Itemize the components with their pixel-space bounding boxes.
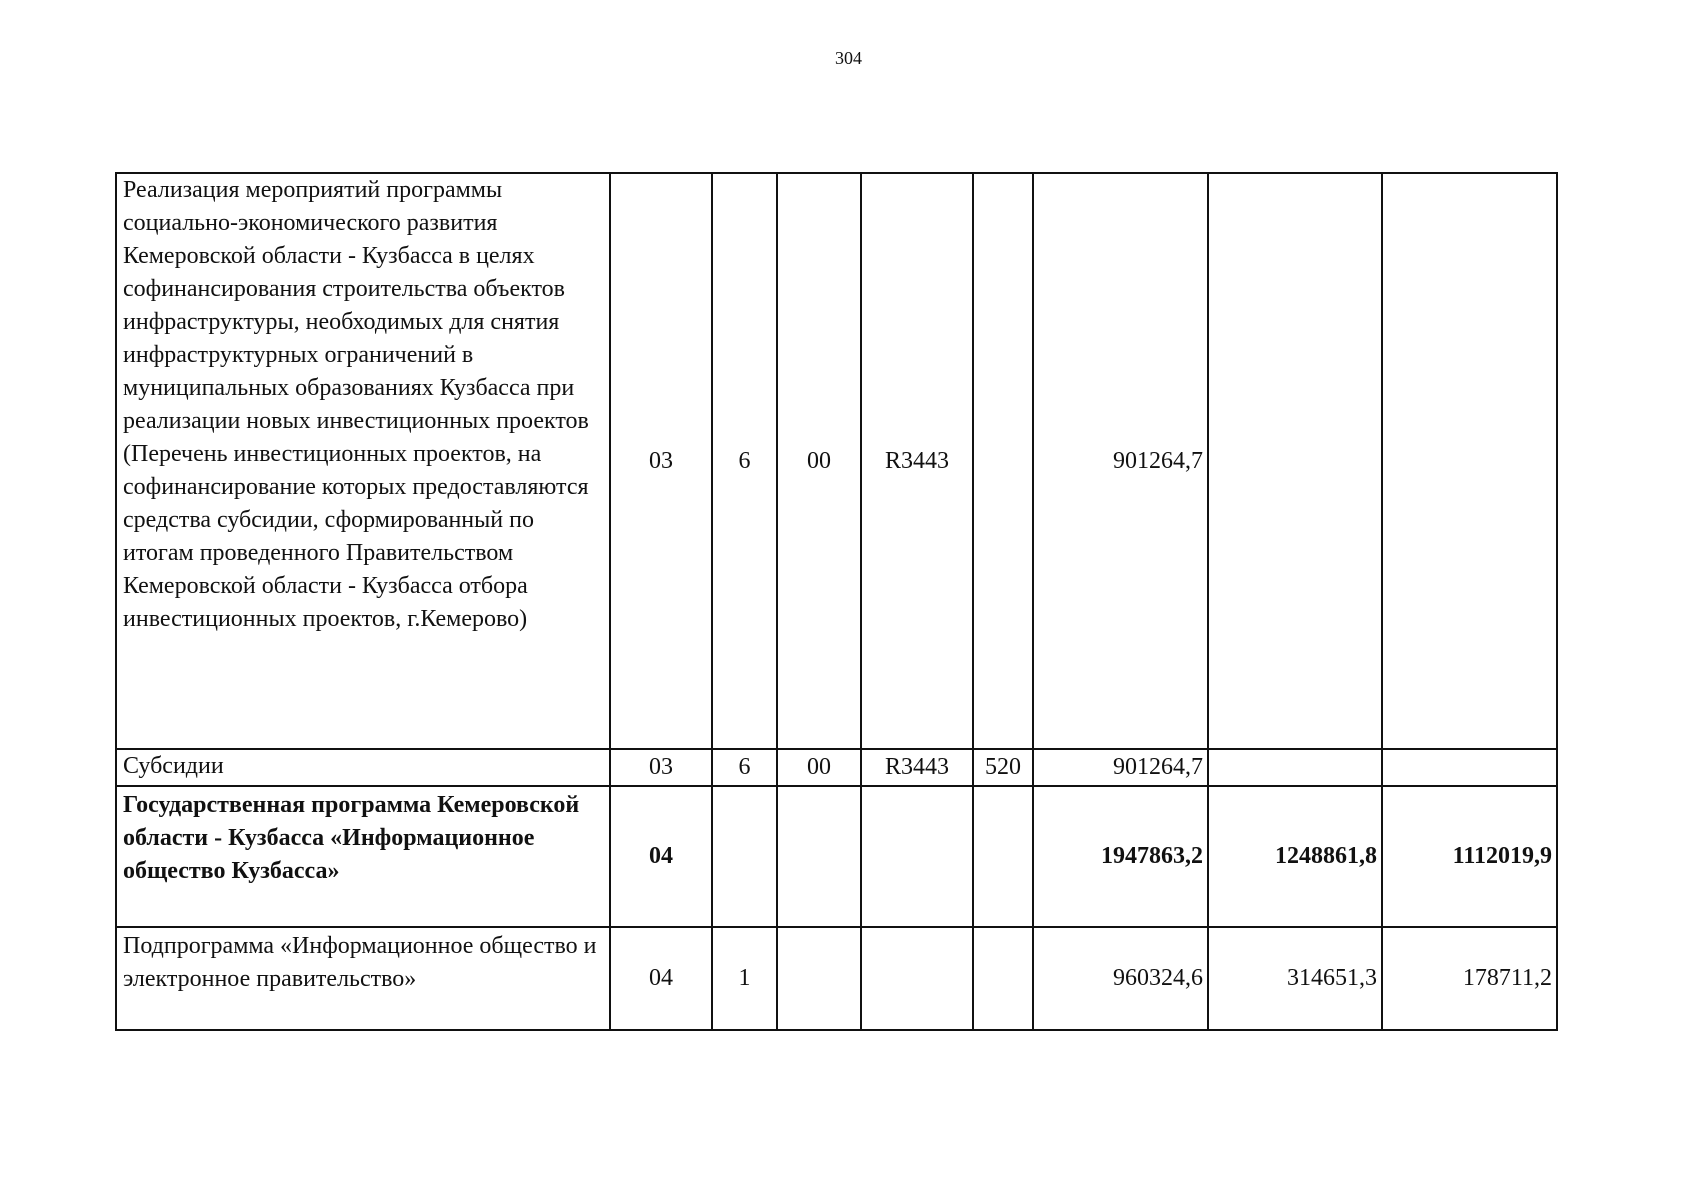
cell-amount-year-2: 1248861,8 xyxy=(1208,786,1382,927)
cell-code-section: 03 xyxy=(610,749,712,786)
cell-amount-year-2 xyxy=(1208,749,1382,786)
cell-code-subprogram xyxy=(777,927,861,1030)
budget-table xyxy=(115,172,1558,1031)
table-row xyxy=(116,173,1557,749)
cell-amount-year-1: 901264,7 xyxy=(1033,173,1208,749)
cell-code-subprogram: 00 xyxy=(777,173,861,749)
cell-code-expense-type xyxy=(973,173,1033,749)
cell-code-section: 04 xyxy=(610,927,712,1030)
cell-amount-year-2: 314651,3 xyxy=(1208,927,1382,1030)
cell-code-subprogram xyxy=(777,786,861,927)
row-description: Реализация мероприятий программы социально-экономического развития Кемеровской области - Кузбасса в целях софинансирования строительства объектов инфраструктуры, необходимых для снятия инфраструктурных ограничений в муниципальных образованиях Кузбасса при реализации новых инвестиционных проектов (Перечень инвестиционных проектов, на софинансирование которых предоставляются средства субсидии, сформированный по итогам проведенного Правительством Кемеровской области - Кузбасса отбора инвестиционных проектов, г.Кемерово) xyxy=(116,173,610,749)
cell-code-program: 6 xyxy=(712,173,777,749)
cell-code-expense-type xyxy=(973,927,1033,1030)
table-row xyxy=(116,749,1557,786)
table-row xyxy=(116,927,1557,1030)
row-description: Подпрограмма «Информационное общество и электронное правительство» xyxy=(116,927,610,1030)
page-number: 304 xyxy=(835,48,862,68)
cell-code-direction xyxy=(861,786,973,927)
cell-code-program: 6 xyxy=(712,749,777,786)
cell-amount-year-3: 178711,2 xyxy=(1382,927,1557,1030)
cell-amount-year-1: 960324,6 xyxy=(1033,927,1208,1030)
cell-amount-year-1: 901264,7 xyxy=(1033,749,1208,786)
cell-amount-year-1: 1947863,2 xyxy=(1033,786,1208,927)
row-description: Государственная программа Кемеровской области - Кузбасса «Информационное общество Кузбасса» xyxy=(116,786,610,927)
cell-code-direction: R3443 xyxy=(861,173,973,749)
cell-amount-year-3 xyxy=(1382,749,1557,786)
cell-code-section: 04 xyxy=(610,786,712,927)
cell-code-program xyxy=(712,786,777,927)
cell-code-direction xyxy=(861,927,973,1030)
cell-code-program: 1 xyxy=(712,927,777,1030)
table-row xyxy=(116,786,1557,927)
cell-code-expense-type xyxy=(973,786,1033,927)
cell-code-section: 03 xyxy=(610,173,712,749)
cell-amount-year-3 xyxy=(1382,173,1557,749)
cell-amount-year-2 xyxy=(1208,173,1382,749)
row-description: Субсидии xyxy=(116,749,610,786)
cell-amount-year-3: 1112019,9 xyxy=(1382,786,1557,927)
cell-code-direction: R3443 xyxy=(861,749,973,786)
cell-code-subprogram: 00 xyxy=(777,749,861,786)
cell-code-expense-type: 520 xyxy=(973,749,1033,786)
